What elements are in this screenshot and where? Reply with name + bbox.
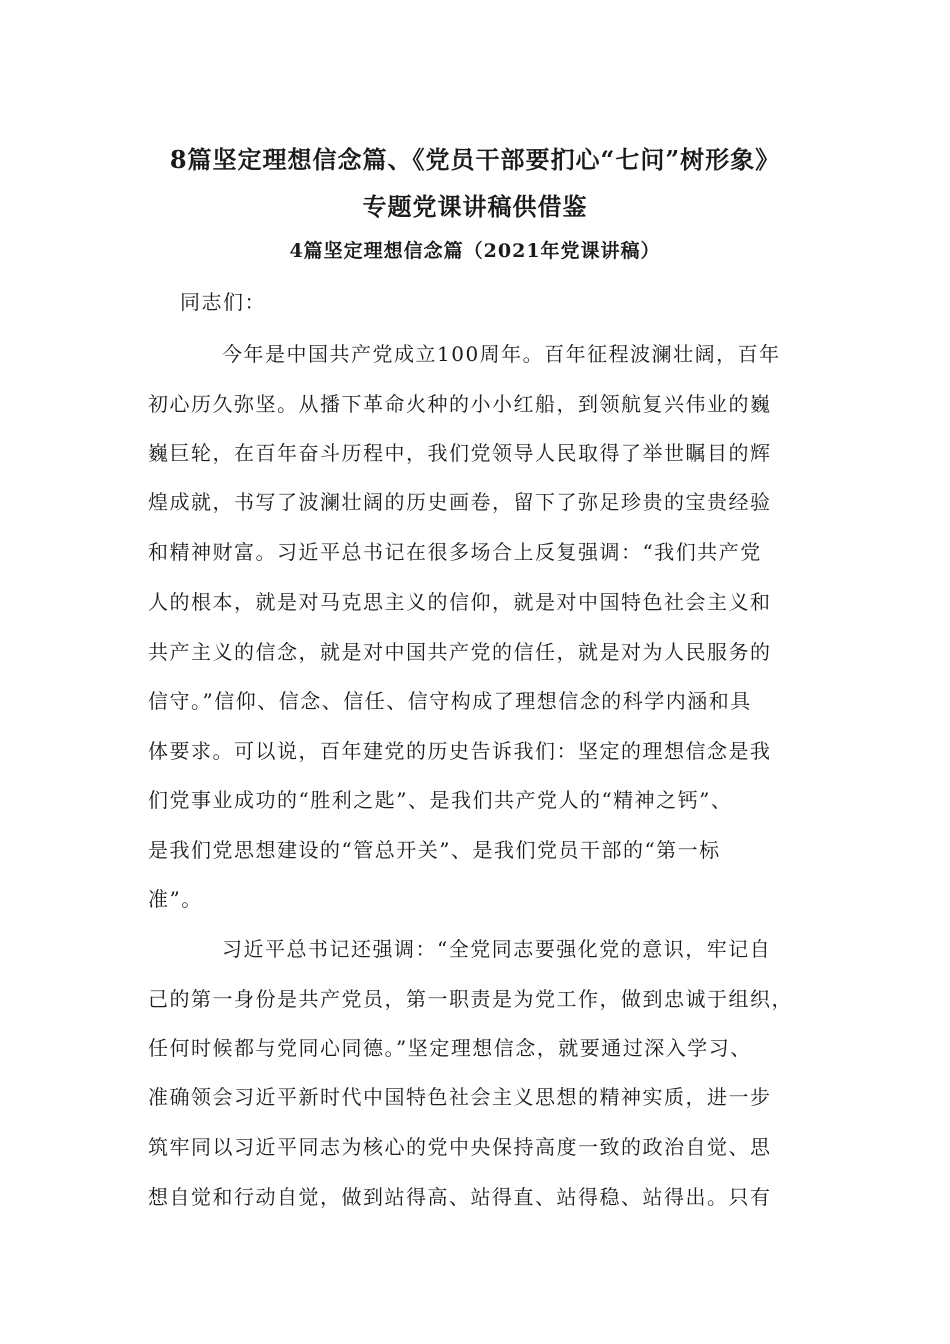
- paragraph2-line: 己的第一身份是共产党员，第一职责是为党工作，做到忠诚于组织，: [148, 987, 793, 1011]
- paragraph1-line: 体要求。可以说，百年建党的历史告诉我们：坚定的理想信念是我: [148, 739, 772, 763]
- paragraph2-line: 任何时候都与党同心同德。”坚定理想信念，就要通过深入学习、: [148, 1036, 752, 1060]
- paragraph1-line: 今年是中国共产党成立100周年。百年征程波澜壮阔，百年: [222, 342, 781, 366]
- paragraph2-line: 筑牢同以习近平同志为核心的党中央保持高度一致的政治自觉、思: [148, 1135, 772, 1159]
- paragraph1-line: 巍巨轮，在百年奋斗历程中，我们党领导人民取得了举世瞩目的辉: [148, 441, 772, 465]
- document-title-line-1: 8篇坚定理想信念篇、《党员干部要扪心“七问”树形象》: [169, 145, 781, 174]
- paragraph1-line: 煌成就，书写了波澜壮阔的历史画卷，留下了弥足珍贵的宝贵经验: [148, 490, 772, 514]
- paragraph1-line: 共产主义的信念，就是对中国共产党的信任，就是对为人民服务的: [148, 640, 772, 664]
- paragraph1-line: 是我们党思想建设的“管总开关”、是我们党员干部的“第一标: [148, 838, 721, 862]
- document-subtitle: 4篇坚定理想信念篇（2021年党课讲稿）: [289, 240, 661, 262]
- paragraph1-line: 准”。: [148, 887, 203, 911]
- paragraph1-line: 们党事业成功的“胜利之匙”、是我们共产党人的“精神之钙”、: [148, 788, 733, 812]
- paragraph1-line: 人的根本，就是对马克思主义的信仰，就是对中国特色社会主义和: [148, 590, 772, 614]
- paragraph2-line: 习近平总书记还强调：“全党同志要强化党的意识，牢记自: [222, 937, 772, 961]
- document-title-line-2: 专题党课讲稿供借鉴: [362, 192, 588, 221]
- paragraph2-line: 想自觉和行动自觉，做到站得高、站得直、站得稳、站得出。只有: [148, 1185, 772, 1209]
- paragraph1-line: 初心历久弥坚。从播下革命火种的小小红船，到领航复兴伟业的巍: [148, 392, 772, 416]
- paragraph2-line: 准确领会习近平新时代中国特色社会主义思想的精神实质，进一步: [148, 1085, 772, 1109]
- paragraph1-line: 信守。”信仰、信念、信任、信守构成了理想信念的科学内涵和具: [148, 689, 752, 713]
- salutation: 同志们：: [180, 290, 266, 314]
- paragraph1-line: 和精神财富。习近平总书记在很多场合上反复强调：“我们共产党: [148, 540, 762, 564]
